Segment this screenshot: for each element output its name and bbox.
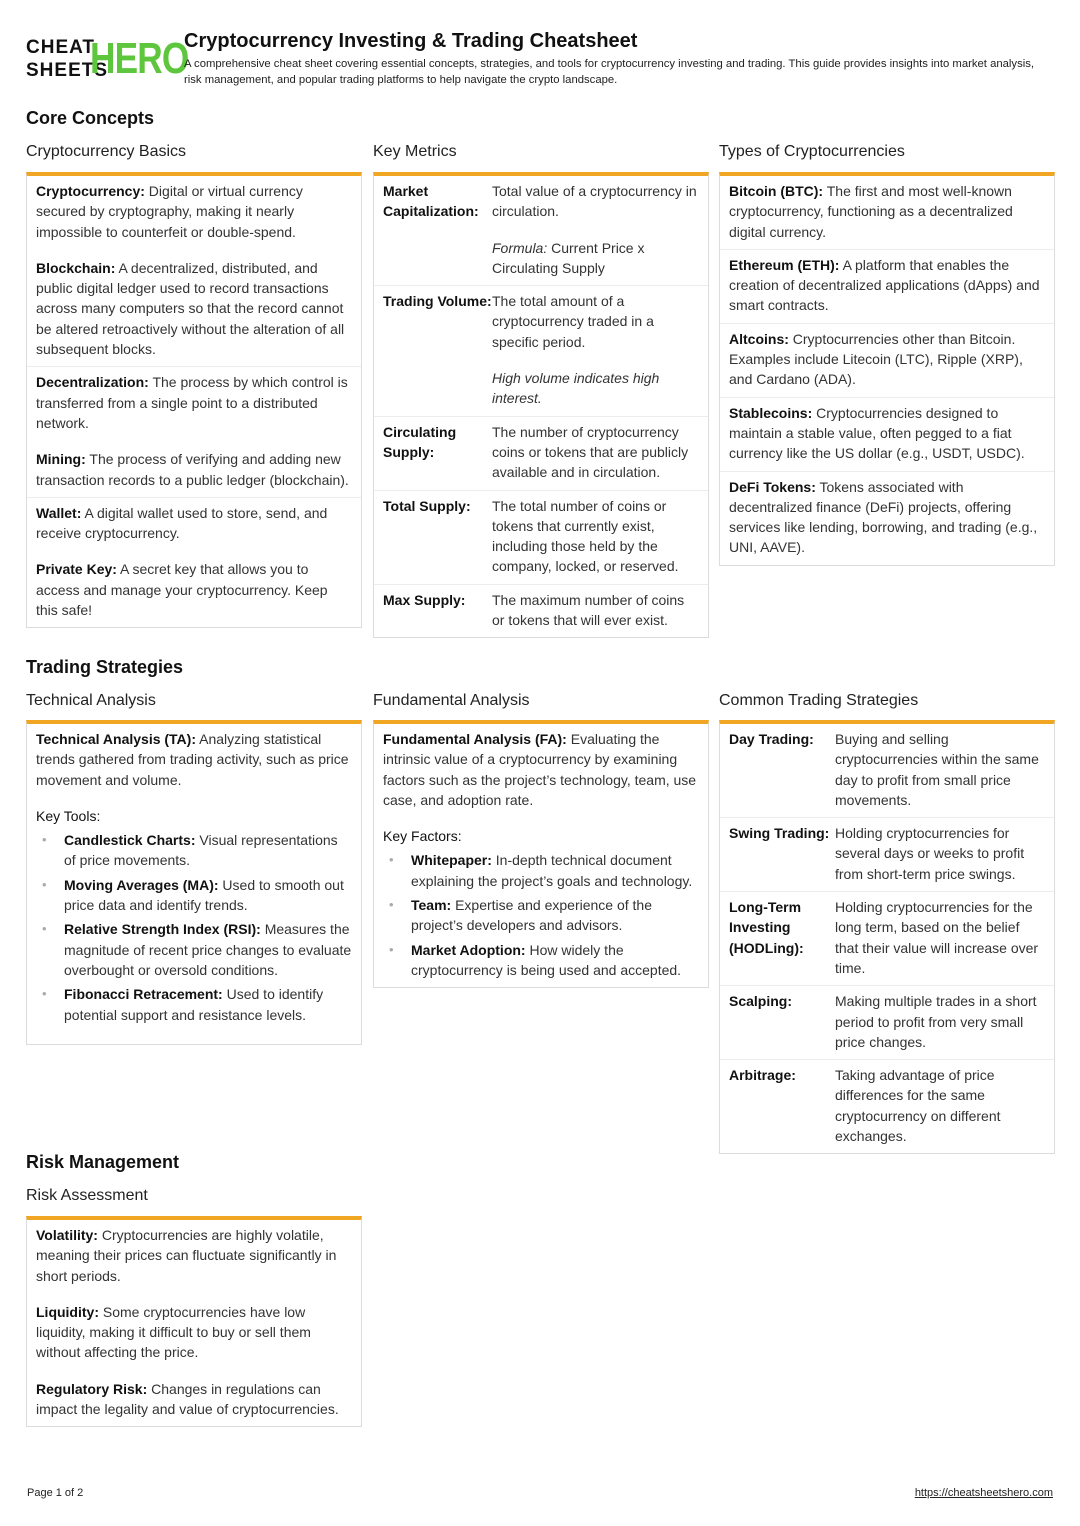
table-row	[374, 286, 708, 416]
metric-desc: The number of cryptocurrency coins or tokens that are publicly available and in circulation.	[492, 423, 689, 481]
term-volatility: Volatility:	[36, 1227, 98, 1243]
list-item	[64, 919, 352, 980]
metric-desc: The total amount of a cryptocurrency traded in a specific period.	[492, 293, 654, 350]
card-crypto-types	[719, 172, 1055, 566]
strategy-desc: Buying and selling cryptocurrencies within the same day to profit from small price movements.	[835, 731, 1039, 808]
def-rsi: Measures the magnitude of recent price changes to evaluate overbought or oversold conditions.	[64, 921, 352, 978]
table-row	[720, 818, 1054, 892]
def-moving-averages: Used to smooth out price data and identify trends.	[64, 876, 344, 914]
metric-name: Total Supply:	[383, 497, 471, 514]
def-bitcoin: The first and most well-known cryptocurrency, functioning as a decentralized digital currency.	[729, 183, 1013, 240]
def-whitepaper: In-depth technical document explaining the project’s goals and technology.	[411, 852, 693, 889]
term-liquidity: Liquidity:	[36, 1303, 99, 1320]
table-row	[720, 986, 1054, 1060]
card-title-crypto-types: Types of Cryptocurrencies	[719, 143, 905, 160]
table-row	[720, 724, 1054, 818]
term-defi-tokens: DeFi Tokens:	[729, 478, 816, 495]
def-stablecoins: Cryptocurrencies designed to maintain a stable value, often pegged to a fiat currency like the US dollar (e.g., USDT, USDC).	[729, 404, 1025, 462]
strategy-name: Scalping:	[729, 993, 793, 1010]
logo-text-cheat: CHEAT	[26, 37, 96, 58]
def-cryptocurrency: Digital or virtual currency secured by cryptography, making it nearly impossible to counterfeit or double-spend.	[36, 183, 303, 240]
card-title-risk-assessment: Risk Assessment	[26, 1187, 148, 1204]
basics-block	[27, 367, 361, 497]
def-mining: The process of verifying and adding new transaction records to a public ledger (blockchain).	[36, 451, 349, 488]
card-common-strategies	[719, 720, 1055, 1154]
term-private-key: Private Key:	[36, 561, 117, 578]
key-factors-list	[383, 850, 699, 980]
list-item	[64, 875, 352, 916]
page-title: Cryptocurrency Investing & Trading Cheatsheet	[184, 30, 638, 52]
card-technical-analysis	[26, 720, 362, 1045]
term-moving-averages: Moving Averages (MA):	[64, 876, 219, 893]
list-item	[411, 850, 699, 891]
page-number: Page 1 of 2	[27, 1487, 84, 1499]
def-team: Expertise and experience of the project’s developers and advisors.	[411, 897, 652, 934]
term-ethereum: Ethereum (ETH):	[729, 256, 840, 273]
table-row	[720, 892, 1054, 986]
def-defi-tokens: Tokens associated with decentralized finance (DeFi) projects, offering services like lending, borrowing, and trading (e.g., UNI, AAVE).	[729, 478, 1038, 556]
logo-text-sheets: SHEETS	[26, 60, 109, 81]
term-team: Team:	[411, 897, 452, 914]
card-title-key-metrics: Key Metrics	[373, 143, 457, 160]
metric-desc: The maximum number of coins or tokens that will ever exist.	[492, 591, 685, 629]
term-blockchain: Blockchain:	[36, 259, 116, 276]
metric-formula: Current Price x Circulating Supply	[492, 239, 645, 276]
metric-desc: Total value of a cryptocurrency in circulation.	[492, 183, 697, 220]
cheatsheetshero-logo[interactable]	[26, 34, 189, 83]
strategy-name: Swing Trading:	[729, 825, 830, 842]
table-row	[374, 417, 708, 491]
metric-formula-label: Formula:	[492, 239, 548, 256]
metric-note: High volume indicates high interest.	[492, 370, 660, 407]
def-fundamental-analysis: Evaluating the intrinsic value of a cryptocurrency by examining factors such as the project’s technology, team, use case, and adoption rate.	[383, 731, 697, 808]
list-item	[720, 176, 1054, 250]
term-regulatory-risk: Regulatory Risk:	[36, 1380, 148, 1397]
site-link[interactable]: https://cheatsheetshero.com	[914, 1487, 1053, 1499]
metric-desc: The total number of coins or tokens that currently exist, including those held by the company, locked, or reserved.	[492, 497, 679, 575]
def-altcoins: Cryptocurrencies other than Bitcoin. Examples include Litecoin (LTC), Ripple (XRP), and Cardano (ADA).	[729, 330, 1023, 388]
table-row	[374, 491, 708, 585]
def-liquidity: Some cryptocurrencies have low liquidity, making it difficult to buy or sell them without affecting the price.	[36, 1303, 311, 1361]
term-stablecoins: Stablecoins:	[729, 404, 813, 421]
strategy-desc: Making multiple trades in a short period to profit from very small price changes.	[835, 993, 1037, 1050]
list-item	[720, 472, 1054, 565]
def-volatility: Cryptocurrencies are highly volatile, meaning their prices can fluctuate significantly in short periods.	[36, 1227, 337, 1284]
list-item	[411, 895, 699, 936]
list-item	[411, 940, 699, 981]
list-item	[720, 398, 1054, 472]
page-subtitle: A comprehensive cheat sheet covering essential concepts, strategies, and tools for cryptocurrency investing and trading. This guide provides insights into market analysis, risk management, and popular trading platforms to help navigate the crypto landscape.	[184, 58, 1035, 86]
def-market-adoption: How widely the cryptocurrency is being used and accepted.	[411, 941, 682, 978]
key-tools-list	[36, 830, 352, 1025]
term-whitepaper: Whitepaper:	[411, 852, 492, 869]
card-title-crypto-basics: Cryptocurrency Basics	[26, 143, 187, 160]
term-altcoins: Altcoins:	[729, 330, 789, 347]
term-bitcoin: Bitcoin (BTC):	[729, 183, 824, 199]
def-decentralization: The process by which control is transferred from a single point to a distributed network.	[36, 374, 348, 431]
table-row	[720, 1060, 1054, 1153]
key-tools-label: Key Tools:	[36, 807, 101, 824]
strategy-desc: Holding cryptocurrencies for several days or weeks to profit from short-term price swings.	[835, 825, 1025, 882]
def-technical-analysis: Analyzing statistical trends gathered from trading activity, such as price movement and volume.	[36, 731, 349, 788]
term-rsi: Relative Strength Index (RSI):	[64, 921, 261, 938]
metric-name: Circulating Supply:	[383, 423, 457, 460]
strategy-name: Arbitrage:	[729, 1067, 796, 1084]
def-blockchain: A decentralized, distributed, and public digital ledger used to record transactions across many computers so that the record cannot be altered retroactively without the alteration of all subsequent blocks.	[36, 259, 345, 358]
card-risk-assessment	[26, 1216, 362, 1427]
term-technical-analysis: Technical Analysis (TA):	[36, 731, 196, 747]
metric-name: Market Capitalization:	[383, 183, 479, 220]
term-mining: Mining:	[36, 451, 86, 468]
logo-text-hero: HERO	[90, 34, 189, 83]
page-header	[26, 28, 1056, 98]
def-private-key: A secret key that allows you to access and manage your cryptocurrency. Keep this safe!	[36, 561, 328, 619]
term-market-adoption: Market Adoption:	[411, 941, 526, 958]
table-row	[374, 585, 708, 638]
metric-name: Max Supply:	[383, 591, 466, 608]
table-row	[374, 176, 708, 286]
term-fundamental-analysis: Fundamental Analysis (FA):	[383, 731, 567, 747]
card-key-metrics	[373, 172, 709, 638]
card-fundamental-analysis	[373, 720, 709, 988]
strategy-name: Long-Term Investing (HODLing):	[729, 899, 804, 956]
risk-block	[27, 1220, 361, 1426]
card-title-technical-analysis: Technical Analysis	[26, 692, 156, 709]
strategy-name: Day Trading:	[729, 731, 814, 747]
def-wallet: A digital wallet used to store, send, and receive cryptocurrency.	[36, 504, 328, 542]
def-candlestick: Visual representations of price movements.	[64, 832, 338, 869]
fa-block	[374, 724, 708, 987]
list-item	[720, 324, 1054, 398]
key-factors-label: Key Factors:	[383, 828, 462, 845]
term-cryptocurrency: Cryptocurrency:	[36, 183, 145, 199]
ta-block	[27, 724, 361, 1032]
basics-block	[27, 176, 361, 367]
list-item	[64, 984, 352, 1025]
strategy-desc: Holding cryptocurrencies for the long term, based on the belief that their value will increase over time.	[835, 899, 1039, 976]
card-title-common-strategies: Common Trading Strategies	[719, 692, 919, 709]
card-title-fundamental-analysis: Fundamental Analysis	[373, 692, 530, 709]
def-fibonacci: Used to identify potential support and resistance levels.	[64, 986, 324, 1023]
term-wallet: Wallet:	[36, 504, 82, 521]
def-ethereum: A platform that enables the creation of decentralized applications (dApps) and smart contracts.	[729, 256, 1040, 314]
basics-block	[27, 498, 361, 627]
section-title-core-concepts: Core Concepts	[26, 108, 155, 128]
card-crypto-basics	[26, 172, 362, 628]
term-fibonacci: Fibonacci Retracement:	[64, 986, 223, 1003]
term-decentralization: Decentralization:	[36, 374, 149, 391]
list-item	[64, 830, 352, 871]
term-candlestick: Candlestick Charts:	[64, 832, 196, 849]
section-title-risk-management: Risk Management	[26, 1152, 180, 1172]
strategy-desc: Taking advantage of price differences for the same cryptocurrency on different exchanges.	[835, 1067, 1001, 1145]
list-item	[720, 250, 1054, 324]
section-title-trading-strategies: Trading Strategies	[26, 657, 184, 677]
metric-name: Trading Volume:	[383, 293, 492, 310]
def-regulatory-risk: Changes in regulations can impact the legality and value of cryptocurrencies.	[36, 1380, 339, 1418]
